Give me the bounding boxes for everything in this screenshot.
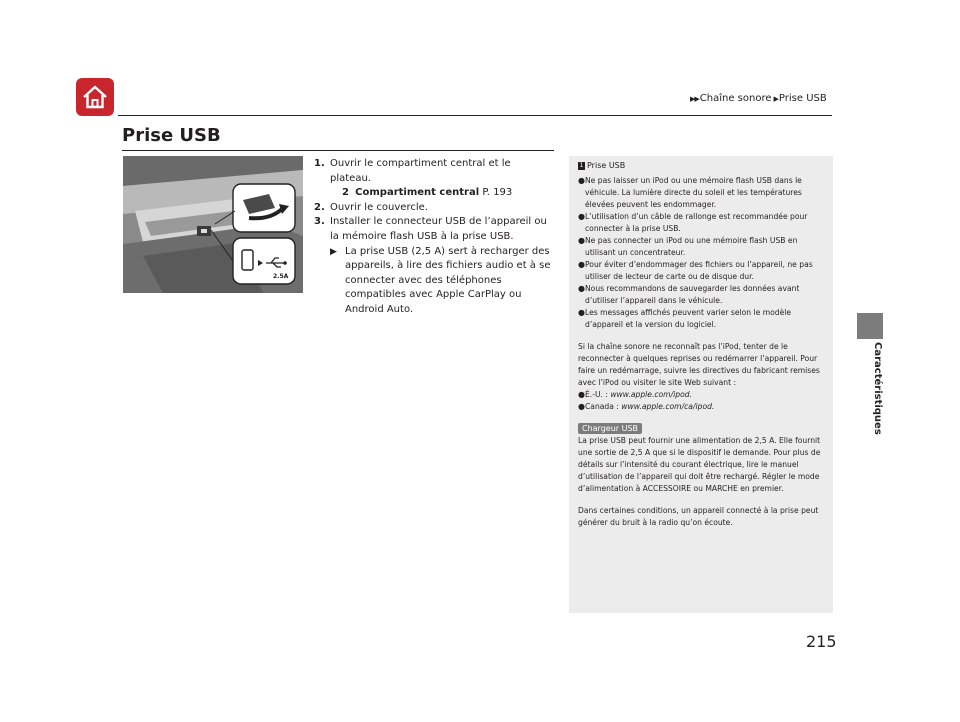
side-notes-paragraph: Dans certaines conditions, un appareil connecté à la prise peut générer du bruit à la radio qu’on écoute. <box>578 506 819 527</box>
breadcrumb-item-chaine-sonore[interactable]: Chaîne sonore <box>699 93 772 104</box>
step-2: 2. Ouvrir le couvercle. <box>314 201 428 213</box>
section-tab-marker <box>857 313 883 339</box>
side-notes-bullets <box>578 175 826 331</box>
list-item: ● Pour éviter d’endommager des fichiers ou l’appareil, ne pas utiliser de lecteur de carte ou de disque dur. <box>578 260 813 281</box>
header-divider <box>118 115 832 116</box>
cross-reference-link[interactable]: 2 Compartiment central P. 193 <box>314 186 554 201</box>
title-divider <box>122 150 554 151</box>
page-title: Prise USB <box>122 125 221 146</box>
list-item: ● Les messages affichés peuvent varier selon le modèle d’appareil et la version du logiciel. <box>578 308 792 329</box>
home-icon <box>82 85 108 109</box>
page-number: 215 <box>806 632 837 651</box>
reference-arrow-icon: 2 <box>342 187 349 199</box>
instruction-steps <box>314 157 554 318</box>
section-tab-label: Caractéristiques <box>872 341 883 435</box>
breadcrumb-arrow-icon: ▶▶ <box>690 94 699 103</box>
note-arrow-icon: ▶ <box>330 246 337 257</box>
list-item: ● Nous recommandons de sauvegarder les données avant d’utiliser l’appareil dans le véhicule. <box>578 284 800 305</box>
side-notes-links <box>578 389 826 413</box>
home-button[interactable] <box>76 78 114 116</box>
usb-amperage-label: 2.5A <box>273 273 289 280</box>
step-3: 3. Installer le connecteur USB de l’appareil ou la mémoire flash USB à la prise USB. <box>314 216 547 242</box>
breadcrumb-arrow-icon: ▶ <box>773 94 778 103</box>
side-notes-paragraph: La prise USB peut fournir une alimentation de 2,5 A. Elle fournit une sortie de 2,5 A que si le dispositif le demande. Pour plus de détails sur l’intensité du courant électrique, lire le manuel d’utilisation de l’appareil qui doit être rechargé. Régler le mode d’alimentation à ACCESSOIRE ou MARCHE en premier. <box>578 436 821 493</box>
usb-charger-tag: Chargeur USB <box>578 423 642 434</box>
list-item: ● Canada : www.apple.com/ca/ipod. <box>578 402 715 411</box>
web-link[interactable]: www.apple.com/ipod. <box>610 390 692 399</box>
breadcrumb-item-prise-usb: Prise USB <box>778 93 827 104</box>
breadcrumb <box>690 93 827 104</box>
list-item: ● Ne pas connecter un iPod ou une mémoire flash USB en utilisant un concentrateur. <box>578 236 798 257</box>
web-link[interactable]: www.apple.com/ca/ipod. <box>621 402 715 411</box>
step-1: 1. Ouvrir le compartiment central et le plateau. <box>314 158 511 184</box>
list-item: ● Ne pas laisser un iPod ou une mémoire flash USB dans le véhicule. La lumière directe du soleil et les températures élevées peuvent les endommager. <box>578 176 802 209</box>
step-note: ▶ La prise USB (2,5 A) sert à recharger des appareils, à lire des fichiers audio et à se connecter avec des téléphones compatibles avec Apple CarPlay ou Android Auto. <box>314 245 554 318</box>
list-item: ● É.-U. : www.apple.com/ipod. <box>578 390 692 399</box>
usb-port-illustration <box>123 156 303 293</box>
side-notes-paragraph: Si la chaîne sonore ne reconnaît pas l’iPod, tenter de le reconnecter à quelques reprises ou redémarrer l’appareil. Pour faire un redémarrage, suivre les directives du fabricant remises avec l’iPod ou visiter le site Web suivant : <box>578 342 820 387</box>
side-notes-panel <box>569 156 833 613</box>
list-item: ● L’utilisation d’un câble de rallonge est recommandée pour connecter à la prise USB. <box>578 212 808 233</box>
side-notes-header: 1 Prise USB <box>579 161 626 170</box>
